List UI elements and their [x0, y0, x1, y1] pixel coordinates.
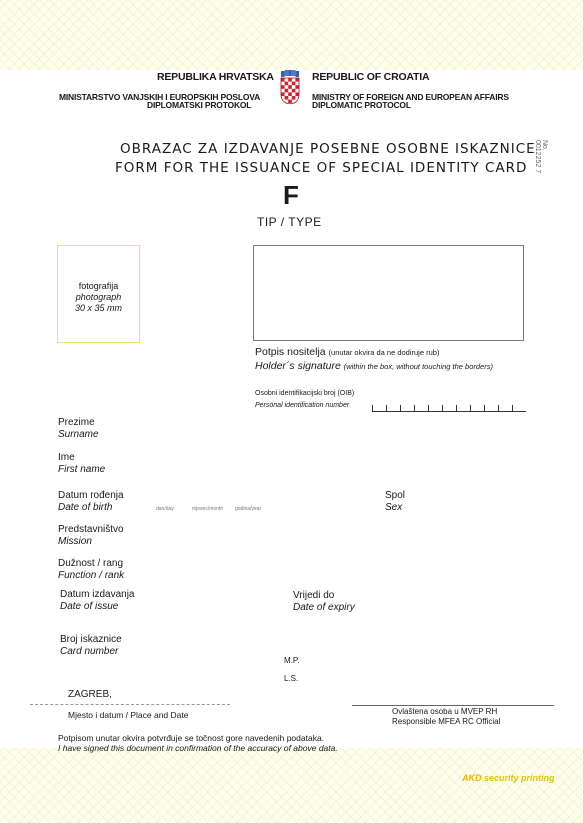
dob-label-hr: Datum rođenja: [58, 490, 124, 501]
oib-label-hr: Osobni identifikacijski broj (OIB): [255, 390, 355, 397]
signature-box[interactable]: [253, 245, 524, 341]
place-date-label: Mjesto i datum / Place and Date: [68, 710, 189, 720]
header-right-title: REPUBLIC OF CROATIA: [312, 71, 430, 83]
photo-label-en: photograph: [75, 292, 122, 302]
stamp-mp: M.P.: [284, 656, 300, 665]
signature-label-en-text: Holder´s signature: [255, 360, 341, 372]
form-title-hr: OBRAZAC ZA IZDAVANJE POSEBNE OSOBNE ISKAZNICE: [120, 141, 536, 157]
signature-label-hr: [255, 346, 439, 358]
guilloche-top-border: [0, 0, 583, 70]
function-label-en: Function / rank: [58, 570, 125, 581]
oib-label-en: Personal identification number: [255, 402, 350, 409]
official-signature-line[interactable]: [352, 705, 554, 706]
signature-note-en: (within the box, without touching the borders): [343, 362, 493, 371]
issue-label-hr: Datum izdavanja: [60, 589, 135, 600]
printer-text: security printing: [484, 773, 555, 783]
type-letter: F: [283, 180, 299, 210]
serial-number: No. 0012252 7: [534, 140, 548, 174]
dob-month-hint: mjesec/month: [192, 506, 224, 512]
sex-label-en: Sex: [385, 502, 403, 513]
expiry-label-en: Date of expiry: [293, 602, 355, 613]
signature-label-hr-text: Potpis nositelja: [255, 346, 326, 358]
cardno-label-hr: Broj iskaznice: [60, 634, 122, 645]
header-right-line1: MINISTRY OF FOREIGN AND EUROPEAN AFFAIRS: [312, 92, 509, 102]
mission-label-hr: Predstavništvo: [58, 524, 124, 535]
header-left-line2: DIPLOMATSKI PROTOKOL: [147, 100, 252, 110]
form-title-en: FORM FOR THE ISSUANCE OF SPECIAL IDENTITY CARD: [115, 160, 528, 176]
expiry-label-hr: Vrijedi do: [293, 590, 335, 601]
header-left-line1: MINISTARSTVO VANJSKIH I EUROPSKIH POSLOVA: [59, 92, 261, 102]
dob-year-hint: godina/year: [235, 506, 262, 512]
header-right-line2: DIPLOMATIC PROTOCOL: [312, 100, 411, 110]
sex-label-hr: Spol: [385, 490, 406, 501]
firstname-label-en: First name: [58, 464, 106, 475]
issue-label-en: Date of issue: [60, 601, 119, 612]
photo-box[interactable]: [57, 245, 140, 343]
printer-mark: AKD: [462, 773, 482, 783]
confirmation-text-hr: Potpisom unutar okvira potvrđuje se točnost gore navedenih podataka.: [58, 733, 325, 743]
signature-label-en: [255, 360, 493, 372]
guilloche-bottom-border: [0, 748, 583, 823]
surname-label-hr: Prezime: [58, 417, 95, 428]
dob-label-en: Date of birth: [58, 502, 113, 513]
signature-note-hr: (unutar okvira da ne dodiruje rub): [328, 348, 440, 357]
official-label-en: Responsible MFEA RC Official: [392, 717, 501, 726]
oib-input[interactable]: [372, 405, 526, 412]
cardno-label-en: Card number: [60, 646, 119, 657]
stamp-ls: L.S.: [284, 674, 299, 683]
official-label-hr: Ovlaštena osoba u MVEP RH: [392, 707, 498, 716]
mission-label-en: Mission: [58, 536, 92, 547]
place-city: ZAGREB,: [68, 689, 112, 700]
header-left-title: REPUBLIKA HRVATSKA: [157, 71, 274, 83]
dob-day-hint: dan/day: [156, 506, 174, 512]
croatian-coat-of-arms-icon: [280, 70, 300, 104]
photo-label-hr: fotografija: [78, 281, 119, 291]
surname-label-en: Surname: [58, 429, 99, 440]
type-label: TIP / TYPE: [257, 215, 322, 229]
printer-logo: [462, 773, 555, 783]
confirmation-text-en: I have signed this document in confirmation of the accuracy of above data.: [58, 743, 338, 753]
photo-size: 30 x 35 mm: [74, 303, 123, 313]
function-label-hr: Dužnost / rang: [58, 558, 124, 569]
firstname-label-hr: Ime: [58, 452, 75, 463]
place-date-line[interactable]: [30, 704, 230, 705]
